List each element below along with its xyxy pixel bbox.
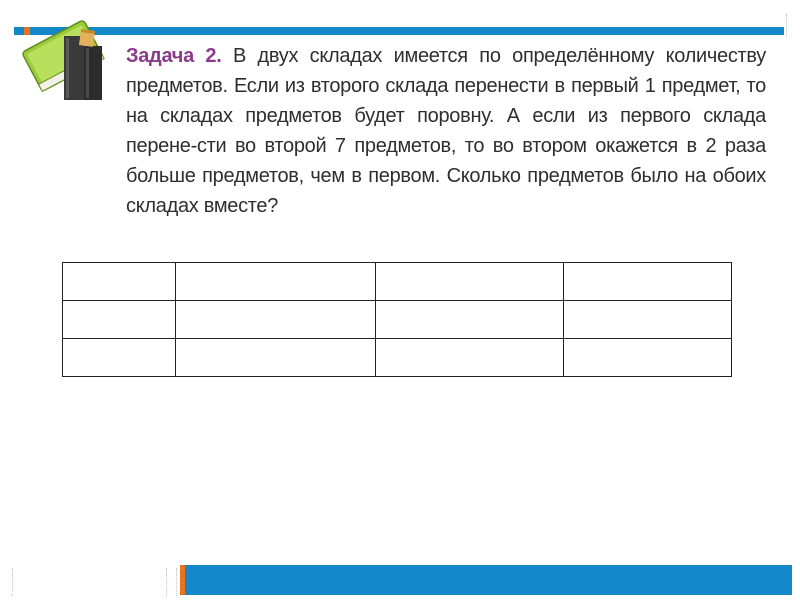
bottom-dotted-divider [166,568,168,596]
problem-statement [126,41,766,221]
books-icon [14,8,124,103]
top-accent-bar [14,27,784,35]
bottom-dotted-divider [176,568,178,596]
table-cell [564,339,732,377]
table-cell [176,301,376,339]
bottom-accent-bar [180,565,792,595]
table-cell [63,339,176,377]
problem-label: Задача 2. [126,45,222,67]
table-cell [176,263,376,301]
table-cell [63,263,176,301]
table-cell [176,339,376,377]
bottom-dotted-divider [12,568,14,596]
table-cell [564,263,732,301]
table-row [63,263,732,301]
table-cell [376,263,564,301]
table-cell [376,301,564,339]
answer-table [62,262,732,377]
table-cell [564,301,732,339]
top-dotted-divider [786,14,788,36]
problem-body: В двух складах имеется по определённому количеству предметов. Если из второго склада перенести в первый 1 предмет, то на складах предметов будет поровну. А если из первого склада перене-сти во второй 7 предметов, то во втором окажется в 2 раза больше предметов, чем в первом. Сколько предметов было на обоих складах вместе? [126,45,766,217]
table-cell [376,339,564,377]
bottom-accent-orange [180,565,185,595]
table-cell [63,301,176,339]
table-row [63,301,732,339]
table-row [63,339,732,377]
